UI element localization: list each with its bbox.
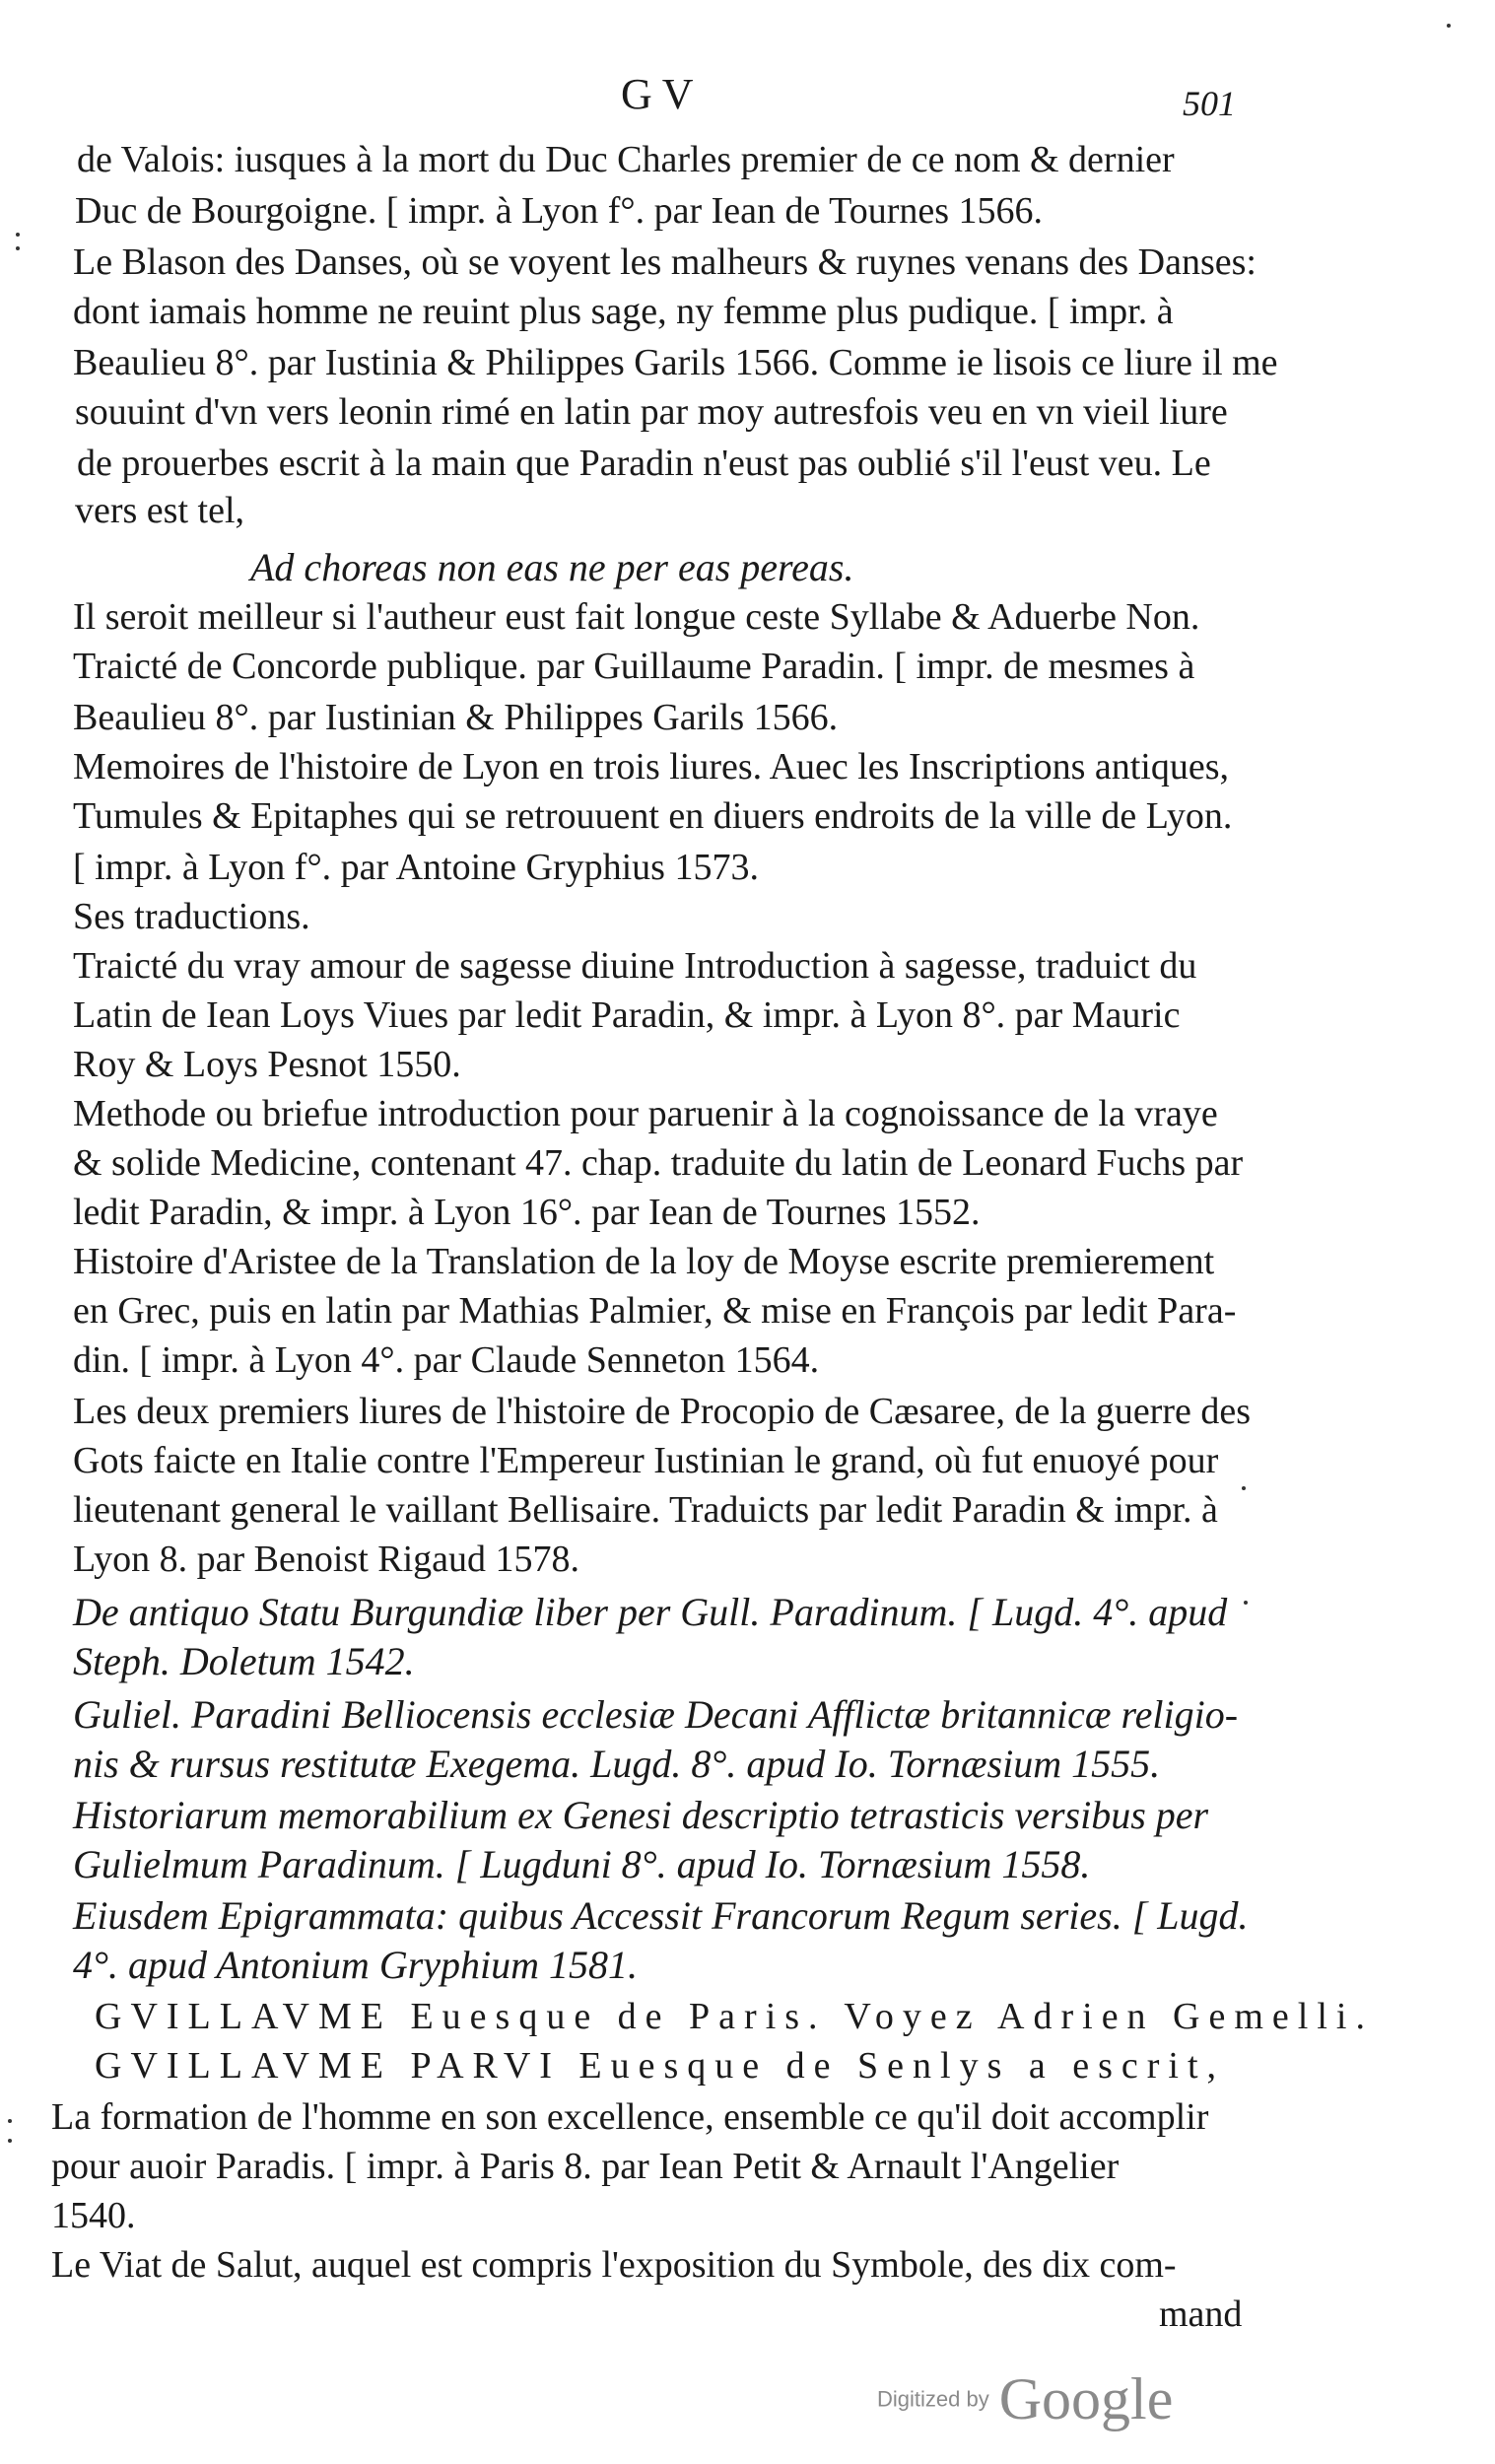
text-line: Traicté de Concorde publique. par Guillaume Paradin. [ impr. de mesmes à — [73, 646, 1195, 687]
margin-speck — [8, 2139, 12, 2143]
section-heading: Ses traductions. — [73, 896, 310, 937]
italic-line: 4°. apud Antonium Gryphium 1581. — [73, 1943, 639, 1987]
italic-line: Eiusdem Epigrammata: quibus Accessit Francorum Regum series. [ Lugd. — [73, 1893, 1249, 1938]
text-line: Gots faicte en Italie contre l'Empereur Iustinian le grand, où fut enuoyé pour — [73, 1440, 1219, 1481]
digitized-watermark — [877, 2365, 1173, 2433]
text-line: ledit Paradin, & impr. à Lyon 16°. par Iean de Tournes 1552. — [73, 1192, 981, 1233]
text-line: 1540. — [51, 2195, 136, 2236]
italic-line: Guliel. Paradini Belliocensis ecclesiæ Decani Afflictæ britannicæ religio- — [73, 1692, 1239, 1737]
text-line: Le Blason des Danses, où se voyent les malheurs & ruynes venans des Danses: — [73, 241, 1257, 283]
digitized-label: Digitized by — [877, 2386, 989, 2412]
text-line: Roy & Loys Pesnot 1550. — [73, 1044, 461, 1085]
text-line: de Valois: iusques à la mort du Duc Charles premier de ce nom & dernier — [77, 139, 1175, 180]
text-line: Duc de Bourgoigne. [ impr. à Lyon f°. par Iean de Tournes 1566. — [75, 190, 1044, 232]
text-line: Beaulieu 8°. par Iustinia & Philippes Garils 1566. Comme ie lisois ce liure il me — [73, 342, 1278, 383]
italic-line: Historiarum memorabilium ex Genesi descriptio tetrasticis versibus per — [73, 1793, 1209, 1837]
text-line: vers est tel, — [75, 490, 245, 531]
text-line: en Grec, puis en latin par Mathias Palmier, & mise en François par ledit Para- — [73, 1290, 1237, 1332]
catchword: mand — [1159, 2293, 1243, 2335]
text-line: Le Viat de Salut, auquel est compris l'exposition du Symbole, des dix com- — [51, 2244, 1177, 2286]
text-line: Histoire d'Aristee de la Translation de la loy de Moyse escrite premierement — [73, 1241, 1215, 1282]
margin-speck — [16, 233, 20, 237]
text-line: din. [ impr. à Lyon 4°. par Claude Senneton 1564. — [73, 1339, 820, 1381]
text-line: Lyon 8. par Benoist Rigaud 1578. — [73, 1539, 580, 1580]
text-line: de prouerbes escrit à la main que Paradin n'eust pas oublié s'il l'eust veu. Le — [77, 443, 1211, 484]
page-number: 501 — [1183, 84, 1236, 123]
text-line: Les deux premiers liures de l'histoire de Procopio de Cæsaree, de la guerre des — [73, 1391, 1252, 1432]
margin-speck — [1244, 1601, 1248, 1605]
text-line: Tumules & Epitaphes qui se retrouuent en diuers endroits de la ville de Lyon. — [73, 795, 1233, 837]
entry-heading: GVILLAVME PARVI Euesque de Senlys a escrit, — [95, 2045, 1226, 2087]
italic-line: nis & rursus restitutæ Exegema. Lugd. 8°. apud Io. Tornæsium 1555. — [73, 1742, 1161, 1786]
margin-speck — [1447, 24, 1451, 28]
entry-heading: GVILLAVME Euesque de Paris. Voyez Adrien Gemelli. — [95, 1996, 1374, 2037]
italic-line: Gulielmum Paradinum. [ Lugduni 8°. apud Io. Tornæsium 1558. — [73, 1842, 1091, 1886]
text-line: Traicté du vray amour de sagesse diuine Introduction à sagesse, traduict du — [73, 945, 1197, 987]
text-line: Memoires de l'histoire de Lyon en trois liures. Auec les Inscriptions antiques, — [73, 746, 1230, 787]
italic-line: De antiquo Statu Burgundiæ liber per Gull. Paradinum. [ Lugd. 4°. apud — [73, 1590, 1228, 1634]
running-head: GV — [621, 70, 704, 118]
google-logo: Google — [998, 2366, 1174, 2431]
text-line: Methode ou briefue introduction pour paruenir à la cognoissance de la vraye — [73, 1093, 1218, 1134]
text-line: lieutenant general le vaillant Bellisaire. Traduicts par ledit Paradin & impr. à — [73, 1489, 1218, 1531]
margin-speck — [16, 246, 20, 250]
text-line: [ impr. à Lyon f°. par Antoine Gryphius 1573. — [73, 847, 759, 888]
margin-speck — [1242, 1486, 1246, 1490]
text-line: & solide Medicine, contenant 47. chap. traduite du latin de Leonard Fuchs par — [73, 1142, 1244, 1184]
verse-line: Ad choreas non eas ne per eas pereas. — [250, 545, 854, 589]
text-line: La formation de l'homme en son excellence, ensemble ce qu'il doit accomplir — [51, 2096, 1209, 2138]
text-line: Beaulieu 8°. par Iustinian & Philippes Garils 1566. — [73, 697, 839, 738]
text-line: pour auoir Paradis. [ impr. à Paris 8. par Iean Petit & Arnault l'Angelier — [51, 2146, 1120, 2187]
text-line: souuint d'vn vers leonin rimé en latin par moy autresfois veu en vn vieil liure — [75, 391, 1228, 433]
text-line: Latin de Iean Loys Viues par ledit Paradin, & impr. à Lyon 8°. par Mauric — [73, 994, 1181, 1036]
text-line: Il seroit meilleur si l'autheur eust fait longue ceste Syllabe & Aduerbe Non. — [73, 596, 1200, 638]
margin-speck — [8, 2119, 12, 2123]
text-line: dont iamais homme ne reuint plus sage, ny femme plus pudique. [ impr. à — [73, 291, 1174, 332]
italic-line: Steph. Doletum 1542. — [73, 1639, 415, 1683]
